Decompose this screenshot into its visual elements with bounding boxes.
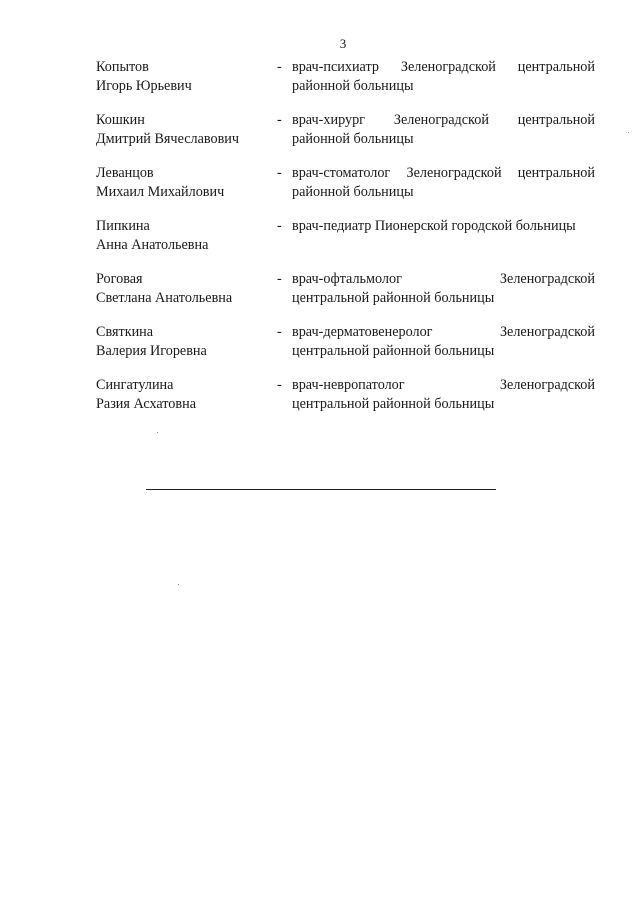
list-item: [96, 111, 596, 164]
person-name: [96, 323, 274, 361]
position-description: [292, 164, 595, 202]
dash-separator: -: [277, 271, 282, 287]
dash-separator: -: [277, 218, 282, 234]
dash-separator: -: [277, 324, 282, 340]
surname: Роговая: [96, 271, 143, 287]
person-name: [96, 217, 274, 255]
person-name: [96, 270, 274, 308]
scan-speck: [628, 132, 629, 133]
position-line-1: врач-хирург Зеленоградской центральной: [292, 112, 595, 128]
given-name: Светлана Анатольевна: [96, 290, 233, 306]
dash-separator: -: [277, 112, 282, 128]
position-line-1: врач-невропатолог Зеленоградской: [292, 377, 595, 393]
position-line-2: центральной районной больницы: [292, 343, 495, 359]
given-name: Валерия Игоревна: [96, 343, 207, 359]
surname: Копытов: [96, 59, 149, 75]
person-name: [96, 376, 274, 414]
person-name: [96, 58, 274, 96]
given-name: Игорь Юрьевич: [96, 78, 192, 94]
position-line-1: врач-дерматовенеролог Зеленоградской: [292, 324, 595, 340]
position-line-1: врач-педиатр Пионерской городской больницы: [292, 218, 576, 234]
scan-speck: [178, 584, 179, 585]
surname: Святкина: [96, 324, 154, 340]
position-line-2: центральной районной больницы: [292, 290, 495, 306]
person-name: [96, 164, 274, 202]
list-item: [96, 58, 596, 111]
position-description: [292, 323, 595, 361]
surname: Пипкина: [96, 218, 150, 234]
given-name: Разия Асхатовна: [96, 396, 196, 412]
list-item: [96, 323, 596, 376]
position-line-1: врач-офтальмолог Зеленоградской: [292, 271, 595, 287]
list-item: [96, 164, 596, 217]
given-name: Анна Анатольевна: [96, 237, 209, 253]
position-description: [292, 217, 595, 236]
position-description: [292, 58, 595, 96]
position-line-2: центральной районной больницы: [292, 396, 495, 412]
surname: Сингатулина: [96, 377, 174, 393]
given-name: Михаил Михайлович: [96, 184, 225, 200]
staff-list: [96, 58, 596, 429]
list-item: [96, 270, 596, 323]
surname: Кошкин: [96, 112, 145, 128]
list-item: [96, 217, 596, 270]
page-number: 3: [339, 36, 347, 51]
dash-separator: -: [277, 377, 282, 393]
position-line-1: врач-стоматолог Зеленоградской центральной: [292, 165, 595, 181]
position-line-1: врач-психиатр Зеленоградской центральной: [292, 59, 595, 75]
end-of-list-rule: [146, 489, 496, 490]
position-description: [292, 270, 595, 308]
person-name: [96, 111, 274, 149]
position-line-2: районной больницы: [292, 131, 414, 147]
position-description: [292, 376, 595, 414]
position-line-2: районной больницы: [292, 184, 414, 200]
dash-separator: -: [277, 165, 282, 181]
position-line-2: районной больницы: [292, 78, 414, 94]
position-description: [292, 111, 595, 149]
surname: Леванцов: [96, 165, 154, 181]
dash-separator: -: [277, 59, 282, 75]
scan-speck: [157, 432, 158, 433]
given-name: Дмитрий Вячеславович: [96, 131, 240, 147]
list-item: [96, 376, 596, 429]
